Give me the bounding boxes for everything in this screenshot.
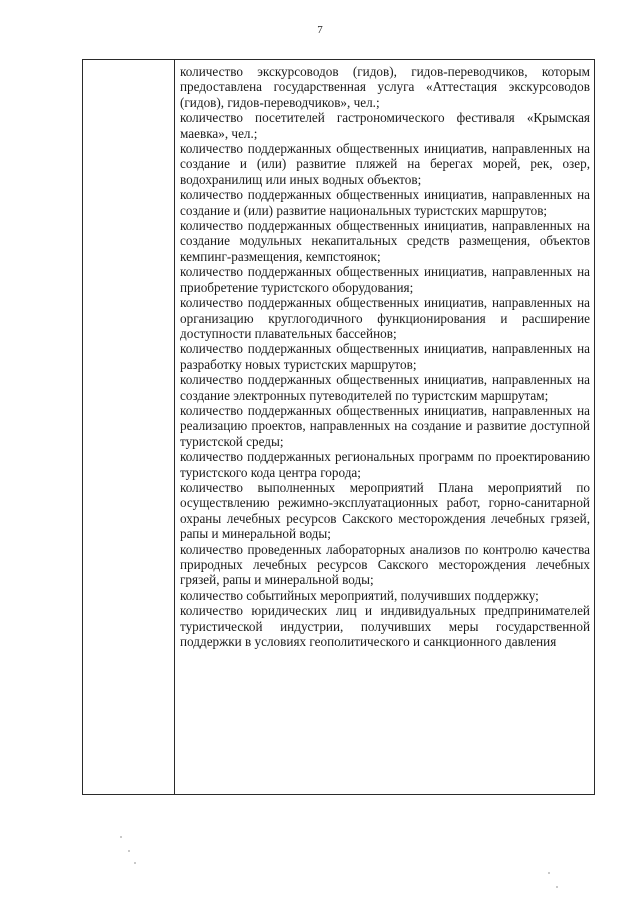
list-item: количество экскурсоводов (гидов), гидов-переводчиков, которым предоставлена государственная услуга «Аттестация экскурсоводов (гидов), гидов-переводчиков», чел.; <box>180 64 590 110</box>
scan-speck <box>128 850 130 852</box>
scan-speck <box>120 836 122 838</box>
scan-speck <box>556 886 558 888</box>
list-item: количество поддержанных общественных инициатив, направленных на организацию круглогодичного функционирования и расширение доступности плавательных бассейнов; <box>180 295 590 341</box>
table-right-cell <box>175 60 594 794</box>
list-item: количество поддержанных общественных инициатив, направленных на создание модульных некапитальных средств размещения, объектов кемпинг-размещения, кемпстоянок; <box>180 218 590 264</box>
list-item: количество поддержанных общественных инициатив, направленных на создание и (или) развитие национальных туристских маршрутов; <box>180 187 590 218</box>
list-item: количество посетителей гастрономического фестиваля «Крымская маевка», чел.; <box>180 110 590 141</box>
list-item: количество поддержанных общественных инициатив, направленных на реализацию проектов, направленных на создание и развитие доступной туристской среды; <box>180 402 590 449</box>
list-item: количество поддержанных региональных программ по проектированию туристского кода центра города; <box>180 449 590 480</box>
list-item: количество поддержанных общественных инициатив, направленных на приобретение туристского оборудования; <box>180 264 590 295</box>
list-item: количество поддержанных общественных инициатив, направленных на создание и (или) развитие пляжей на берегах морей, рек, озер, водохранилищ или иных водных объектов; <box>180 141 590 187</box>
list-item: количество юридических лиц и индивидуальных предпринимателей туристической индустрии, получивших меры государственной поддержки в условиях геополитического и санкционного давления <box>180 603 590 650</box>
page-number: 7 <box>317 24 323 36</box>
table-left-cell <box>83 60 175 794</box>
list-item: количество выполненных мероприятий Плана мероприятий по осуществлению режимно-эксплуатационных работ, горно-санитарной охраны лечебных ресурсов Сакского месторождения лечебных грязей, рапы и минеральной воды; <box>180 479 590 542</box>
scan-speck <box>134 862 136 864</box>
document-table <box>82 59 595 795</box>
list-item: количество событийных мероприятий, получивших поддержку; <box>180 587 539 603</box>
list-item: количество проведенных лабораторных анализов по контролю качества природных лечебных ресурсов Сакского месторождения лечебных грязей, рапы и минеральной воды; <box>180 541 590 588</box>
list-item: количество поддержанных общественных инициатив, направленных на создание электронных путеводителей по туристским маршрутам; <box>180 372 590 403</box>
scan-speck <box>548 872 550 874</box>
list-item: количество поддержанных общественных инициатив, направленных на разработку новых туристских маршрутов; <box>180 341 590 372</box>
